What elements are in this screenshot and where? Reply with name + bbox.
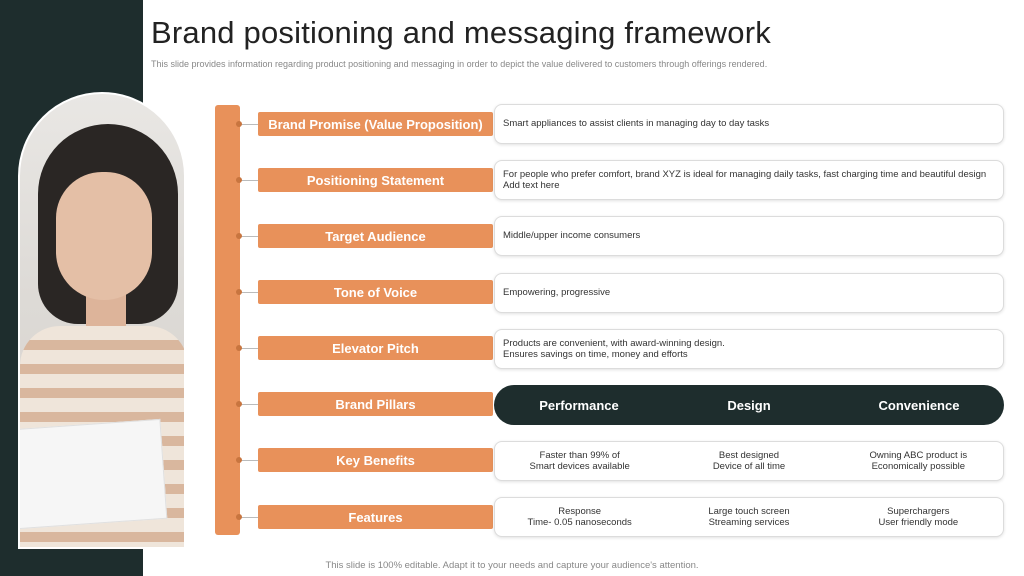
tone-of-voice-text: Empowering, progressive [503, 287, 611, 299]
feature-text: User friendly mode [878, 517, 959, 528]
label-positioning-statement: Positioning Statement [258, 168, 493, 192]
connector-line [240, 460, 260, 461]
label-brand-promise: Brand Promise (Value Proposition) [258, 112, 493, 136]
pillar-performance: Performance [539, 397, 619, 413]
photo-paper [18, 419, 167, 529]
label-brand-pillars: Brand Pillars [258, 392, 493, 416]
feature-text: Large touch screen [708, 505, 790, 517]
benefit-text: Faster than 99% of [539, 449, 620, 461]
tone-of-voice-box [494, 273, 1004, 313]
feature-text: Response [558, 505, 602, 517]
label-tone-of-voice: Tone of Voice [258, 280, 493, 304]
photo-face [56, 172, 152, 300]
benefit-convenience [834, 450, 1003, 473]
label-features: Features [258, 505, 493, 529]
label-key-benefits: Key Benefits [258, 448, 493, 472]
label-target-audience: Target Audience [258, 224, 493, 248]
benefit-text: Device of all time [712, 461, 786, 472]
benefit-text: Economically possible [871, 461, 966, 472]
positioning-statement-box [494, 160, 1004, 200]
target-audience-text: Middle/upper income consumers [503, 230, 641, 242]
connector-dot [236, 289, 242, 295]
footer-note: This slide is 100% editable. Adapt it to your needs and capture your audience's attention. [325, 560, 699, 571]
connector-dot [236, 177, 242, 183]
connector-line [240, 236, 260, 237]
pillar-convenience: Convenience [878, 397, 960, 413]
elevator-pitch-text: Products are convenient, with award-winning design. [503, 337, 725, 349]
key-benefits-box [494, 441, 1004, 481]
connector-line [240, 180, 260, 181]
page-subtitle: This slide provides information regarding product positioning and messaging in order to depict the value delivered to customers through offerings rendered. [151, 59, 768, 69]
brand-promise-text: Smart appliances to assist clients in managing day to day tasks [503, 118, 770, 130]
elevator-pitch-text: Ensures savings on time, money and efforts [503, 349, 688, 360]
feature-performance [495, 506, 664, 529]
timeline-spine [215, 105, 240, 535]
pillar-design: Design [727, 397, 771, 413]
connector-dot [236, 121, 242, 127]
brand-promise-box [494, 104, 1004, 144]
connector-line [240, 124, 260, 125]
benefit-performance [495, 450, 664, 473]
target-audience-box [494, 216, 1004, 256]
connector-line [240, 517, 260, 518]
connector-dot [236, 514, 242, 520]
connector-dot [236, 401, 242, 407]
feature-design [664, 506, 833, 529]
benefit-text: Best designed [718, 449, 780, 461]
woman-photo [18, 92, 186, 549]
benefit-text: Owning ABC product is [869, 449, 968, 461]
feature-text: Superchargers [887, 505, 950, 517]
connector-dot [236, 457, 242, 463]
connector-line [240, 292, 260, 293]
benefit-design [664, 450, 833, 473]
feature-convenience [834, 506, 1003, 529]
connector-dot [236, 233, 242, 239]
page-title: Brand positioning and messaging framework [151, 15, 771, 50]
elevator-pitch-box [494, 329, 1004, 369]
connector-line [240, 348, 260, 349]
features-box [494, 497, 1004, 537]
feature-text: Streaming services [708, 517, 790, 528]
benefit-text: Smart devices available [529, 461, 630, 472]
feature-text: Time- 0.05 nanoseconds [527, 517, 632, 528]
label-elevator-pitch: Elevator Pitch [258, 336, 493, 360]
positioning-statement-text: For people who prefer comfort, brand XYZ is ideal for managing daily tasks, fast charging time and beautiful design [503, 168, 987, 180]
positioning-statement-text: Add text here [503, 180, 560, 191]
brand-pillars-bar [494, 385, 1004, 425]
connector-line [240, 404, 260, 405]
connector-dot [236, 345, 242, 351]
